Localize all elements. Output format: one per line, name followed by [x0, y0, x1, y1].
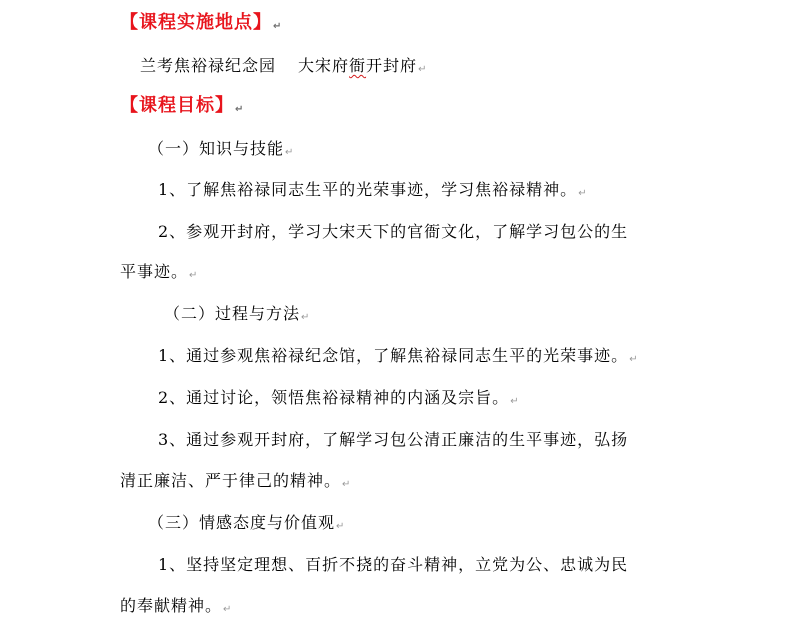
place-jiaoyulu: 兰考焦裕禄纪念园: [140, 56, 277, 75]
heading-location-text: 【课程实施地点】: [120, 12, 272, 33]
subheading-emotion-text: （三）情感态度与价值观: [148, 513, 336, 532]
knowledge-item-2-text-1: 2、参观开封府，学习大宋天下的官衙文化，了解学习包公的生: [158, 222, 629, 241]
subheading-emotion: [148, 513, 345, 537]
emotion-item-1-line-1: [158, 555, 628, 575]
location-places: [140, 56, 427, 80]
process-item-1-text: 1、通过参观焦裕禄纪念馆，了解焦裕禄同志生平的光荣事迹。: [158, 346, 629, 365]
paragraph-mark-icon: ↵: [342, 479, 352, 490]
process-item-3-line-1: [158, 430, 628, 450]
paragraph-mark-icon: ↵: [285, 147, 295, 158]
paragraph-mark-icon: ↵: [510, 396, 520, 407]
place-kaifeng-part-b: 开封府: [366, 56, 418, 75]
heading-goals-text: 【课程目标】: [120, 95, 234, 116]
paragraph-mark-icon: ↵: [629, 354, 639, 365]
process-item-2: [158, 388, 520, 412]
heading-location: [120, 12, 282, 38]
process-item-3-text-2: 清正廉洁、严于律己的精神。: [120, 471, 342, 490]
spellcheck-flagged-word[interactable]: 衙: [349, 56, 367, 75]
knowledge-item-2-text-2: 平事迹。: [120, 262, 189, 281]
knowledge-item-2-line-2: [120, 262, 198, 286]
paragraph-mark-icon: ↵: [418, 64, 428, 75]
emotion-item-1-line-2: [120, 596, 232, 620]
knowledge-item-1: [158, 180, 588, 204]
process-item-2-text: 2、通过讨论，领悟焦裕禄精神的内涵及宗旨。: [158, 388, 510, 407]
paragraph-mark-icon: ↵: [189, 270, 199, 281]
paragraph-mark-icon: ↵: [301, 312, 311, 323]
heading-goals: [120, 95, 244, 121]
knowledge-item-2-line-1: [158, 222, 628, 242]
process-item-3-text-1: 3、通过参观开封府，了解学习包公清正廉洁的生平事迹，弘扬: [158, 430, 629, 449]
knowledge-item-1-text: 1、了解焦裕禄同志生平的光荣事迹，学习焦裕禄精神。: [158, 180, 578, 199]
process-item-1: [158, 346, 639, 370]
place-kaifeng-part-a: 大宋府: [298, 56, 350, 75]
paragraph-mark-icon: ↵: [578, 188, 588, 199]
emotion-item-1-text-1: 1、坚持坚定理想、百折不挠的奋斗精神，立党为公、忠诚为民: [158, 555, 629, 574]
subheading-process: [164, 304, 310, 328]
paragraph-mark-icon: ↵: [336, 521, 346, 532]
paragraph-mark-icon: ↵: [223, 604, 233, 615]
process-item-3-line-2: [120, 471, 351, 495]
paragraph-mark-icon: ↵: [273, 21, 283, 32]
subheading-process-text: （二）过程与方法: [164, 304, 301, 323]
subheading-knowledge: [148, 139, 294, 163]
emotion-item-1-text-2: 的奉献精神。: [120, 596, 223, 615]
subheading-knowledge-text: （一）知识与技能: [148, 139, 285, 158]
paragraph-mark-icon: ↵: [235, 104, 245, 115]
